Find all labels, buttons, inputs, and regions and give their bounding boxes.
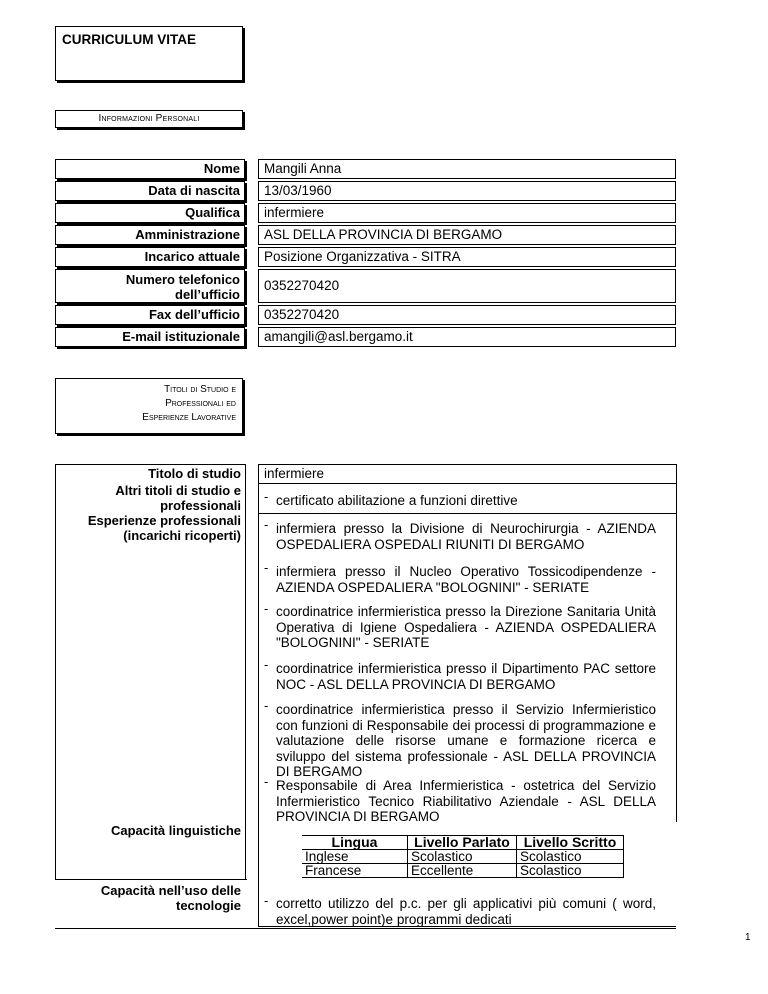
field-label-qualifica: Qualifica bbox=[55, 203, 245, 223]
label-capacita-tecnologie-line1: Capacità nell’uso delle bbox=[100, 883, 241, 898]
section-heading-personal-part1: Informazioni bbox=[98, 113, 153, 124]
value-column-left-border bbox=[258, 464, 259, 927]
label-capacita-tecnologie bbox=[55, 883, 241, 913]
table-row bbox=[302, 864, 624, 878]
language-col-scritto: Livello Scritto bbox=[517, 836, 624, 850]
row-divider-titolo bbox=[258, 483, 676, 484]
label-capacita-tecnologie-line2: tecnologie bbox=[175, 898, 241, 913]
bullet-dash: - bbox=[264, 560, 269, 575]
label-column-right-border bbox=[245, 464, 246, 880]
bullet-dash: - bbox=[264, 893, 269, 908]
field-label-nome: Nome bbox=[55, 159, 245, 179]
language-col-parlato: Livello Parlato bbox=[408, 836, 517, 850]
language-written-level: Scolastico bbox=[517, 850, 624, 864]
language-spoken-level: Scolastico bbox=[408, 850, 517, 864]
esperienza-item-6: Responsabile di Area Infermieristica - ostetrica del Servizio Infermieristico Tecnico Riabilitativo Aziendale - ASL DELLA PROVINCIA DI BERGAMO bbox=[276, 778, 656, 824]
language-written-level: Scolastico bbox=[517, 864, 624, 878]
field-label-telefono bbox=[55, 269, 245, 303]
section-heading-studies-line1: Titoli di Studio e bbox=[164, 384, 236, 395]
language-table bbox=[302, 835, 624, 878]
document-bottom-rule-2 bbox=[55, 928, 676, 929]
label-altri-titoli-line1: Altri titoli di studio e bbox=[115, 483, 241, 498]
field-value-qualifica: infermiere bbox=[258, 203, 676, 223]
section-heading-studies-line2: Professionali ed bbox=[165, 398, 236, 409]
field-value-telefono: 0352270420 bbox=[258, 269, 676, 303]
field-value-fax: 0352270420 bbox=[258, 305, 676, 325]
label-esperienze-line2: (incarichi ricoperti) bbox=[123, 528, 241, 543]
esperienza-item-5: coordinatrice infermieristica presso il Servizio Infermieristico con funzioni di Responsabile dei processi di programmazione e valutazione delle risorse umane e formazione ricerca e sviluppo del sistema professionale - ASL DELLA PROVINCIA DI BERGAMO bbox=[276, 702, 656, 779]
language-col-lingua: Lingua bbox=[302, 836, 408, 850]
field-value-data-nascita: 13/03/1960 bbox=[258, 181, 676, 201]
label-altri-titoli-line2: professionali bbox=[160, 498, 241, 513]
bullet-dash: - bbox=[264, 601, 269, 616]
language-spoken-level: Eccellente bbox=[408, 864, 517, 878]
tecnologie-item: corretto utilizzo del p.c. per gli applicativi più comuni ( word, excel,power point)e programmi dedicati bbox=[276, 896, 656, 927]
section-heading-studies bbox=[55, 378, 243, 434]
language-name: Francese bbox=[302, 864, 408, 878]
field-label-fax: Fax dell’ufficio bbox=[55, 305, 245, 325]
label-altri-titoli bbox=[55, 483, 241, 513]
row-divider-altri bbox=[258, 513, 676, 514]
field-label-telefono-line1: Numero telefonico bbox=[125, 272, 240, 287]
label-titolo-studio: Titolo di studio bbox=[148, 466, 241, 481]
field-label-amministrazione: Amministrazione bbox=[55, 225, 245, 245]
esperienza-item-2: infermiera presso il Nucleo Operativo Tossicodipendenze - AZIENDA OSPEDALIERA "BOLOGNINI" - SERIATE bbox=[276, 564, 656, 595]
section-heading-personal bbox=[55, 110, 243, 128]
label-column-bottom-border bbox=[55, 879, 247, 880]
bullet-dash: - bbox=[264, 774, 269, 789]
field-value-incarico: Posizione Organizzativa - SITRA bbox=[258, 247, 676, 267]
field-label-data-nascita: Data di nascita bbox=[55, 181, 245, 201]
bullet-dash: - bbox=[264, 489, 269, 504]
field-label-telefono-line2: dell’ufficio bbox=[175, 287, 240, 302]
section-heading-studies-line3: Esperienze Lavorative bbox=[142, 412, 236, 423]
page-number: 1 bbox=[745, 932, 751, 943]
esperienza-item-1: infermiera presso la Divisione di Neurochirurgia - AZIENDA OSPEDALIERA OSPEDALI RIUNITI DI BERGAMO bbox=[276, 521, 656, 552]
value-altri-titoli-item: certificato abilitazione a funzioni direttive bbox=[276, 493, 518, 508]
bullet-dash: - bbox=[264, 517, 269, 532]
label-esperienze-line1: Esperienze professionali bbox=[87, 513, 241, 528]
field-value-amministrazione: ASL DELLA PROVINCIA DI BERGAMO bbox=[258, 225, 676, 245]
document-title: CURRICULUM VITAE bbox=[62, 32, 196, 47]
value-column-top-border bbox=[258, 464, 676, 465]
label-column-top-border bbox=[55, 464, 245, 465]
value-column-right-border bbox=[676, 464, 677, 822]
language-table-header bbox=[302, 836, 624, 850]
field-label-incarico: Incarico attuale bbox=[55, 247, 245, 267]
bullet-dash: - bbox=[264, 657, 269, 672]
table-row bbox=[302, 850, 624, 864]
section-heading-personal-part2: Personali bbox=[155, 113, 200, 124]
esperienza-item-3: coordinatrice infermieristica presso la Direzione Sanitaria Unità Operativa di Igiene Ospedaliera - AZIENDA OSPEDALIERA "BOLOGNINI" - SERIATE bbox=[276, 604, 656, 650]
field-label-email: E-mail istituzionale bbox=[55, 327, 245, 347]
field-value-nome: Mangili Anna bbox=[258, 159, 676, 179]
label-capacita-linguistiche: Capacità linguistiche bbox=[110, 823, 241, 838]
field-value-email: amangili@asl.bergamo.it bbox=[258, 327, 676, 347]
label-esperienze bbox=[55, 513, 241, 543]
bullet-dash: - bbox=[264, 698, 269, 713]
document-title-box bbox=[55, 26, 243, 81]
esperienza-item-4: coordinatrice infermieristica presso il Dipartimento PAC settore NOC - ASL DELLA PROVINCIA DI BERGAMO bbox=[276, 661, 656, 692]
language-name: Inglese bbox=[302, 850, 408, 864]
value-titolo-studio: infermiere bbox=[264, 466, 325, 481]
